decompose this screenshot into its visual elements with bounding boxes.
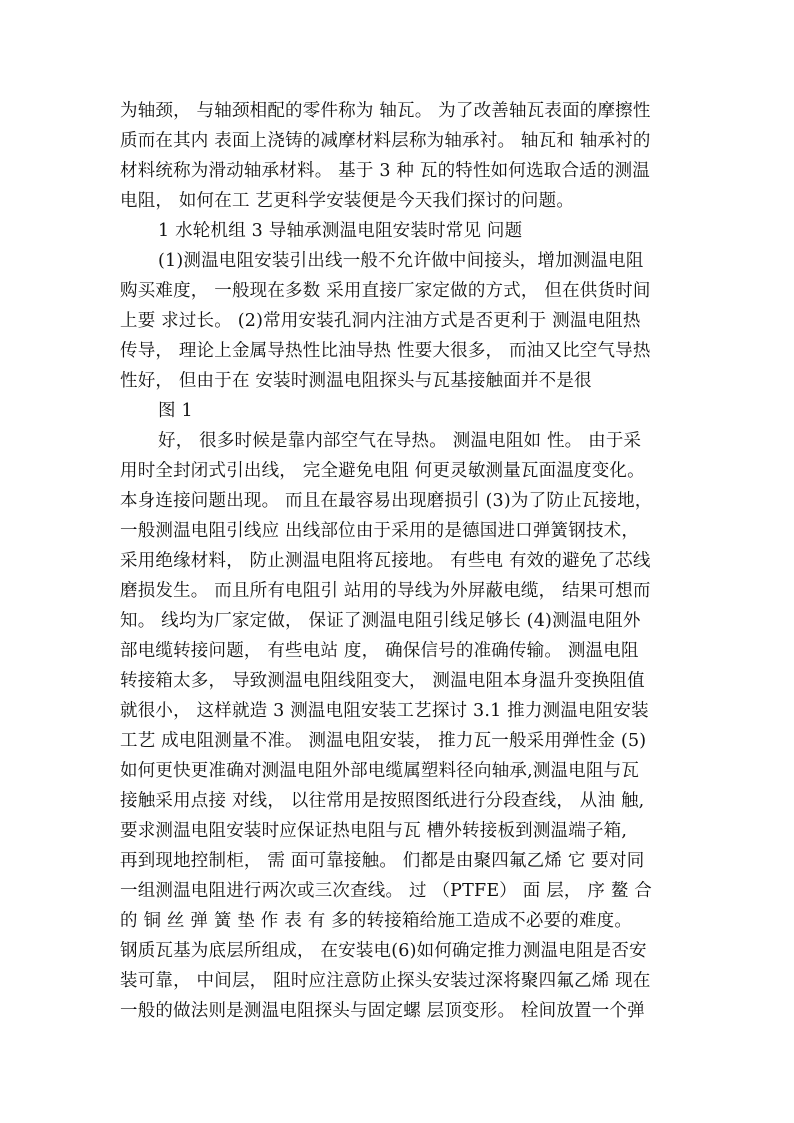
text-line: 为轴颈， 与轴颈相配的零件称为 轴瓦。 为了改善轴瓦表面的摩擦性 <box>120 101 651 121</box>
text-line: 电阻， 如何在工 艺更科学安装便是今天我们探讨的问题。 <box>120 191 575 211</box>
text-line: 知。 线均为厂家定做， 保证了测温电阻引线足够长 (4)测温电阻外 <box>120 611 641 631</box>
text-line: 本身连接问题出现。 而且在最容易出现磨损引 (3)为了防止瓦接地， <box>120 491 653 511</box>
text-line: 工艺 成电阻测量不准。 测温电阻安装， 推力瓦一般采用弹性金 (5) <box>120 731 647 751</box>
text-line: 部电缆转接问题， 有些电站 度， 确保信号的准确传输。 测温电阻 <box>120 641 639 661</box>
text-line: 传导， 理论上金属导热性比油导热 性要大很多， 而油又比空气导热 <box>120 341 651 361</box>
text-line: 磨损发生。 而且所有电阻引 站用的导线为外屏蔽电缆， 结果可想而 <box>120 581 651 601</box>
text-line: 用时全封闭式引出线， 完全避免电阻 何更灵敏测量瓦面温度变化。 <box>120 461 645 481</box>
text-line: 转接箱太多， 导致测温电阻线阻变大， 测温电阻本身温升变换阻值 <box>120 671 645 691</box>
text-line: 就很小， 这样就造 3 测温电阻安装工艺探讨 3.1 推力测温电阻安装 <box>120 701 649 721</box>
figure-caption: 图 1 <box>158 401 193 421</box>
text-line: 如何更快更准确对测温电阻外部电缆属塑料径向轴承,测温电阻与瓦 <box>120 761 640 781</box>
text-line: 接触采用点接 对线， 以往常用是按照图纸进行分段查线， 从油 触, <box>120 791 645 811</box>
text-line: 购买难度， 一般现在多数 采用直接厂家定做的方式， 但在供货时间 <box>120 281 651 301</box>
text-line: 要求测温电阻安装时应保证热电阻与瓦 槽外转接板到测温端子箱, <box>120 821 628 841</box>
text-line: 一般测温电阻引线应 出线部位由于采用的是德国进口弹簧钢技术， <box>120 521 640 541</box>
text-line: (1)测温电阻安装引出线一般不允许做中间接头，增加测温电阻 <box>158 251 644 271</box>
text-line: 上要 求过长。 (2)常用安装孔洞内注油方式是否更利于 测温电阻热 <box>120 311 641 331</box>
text-line: 装可靠， 中间层， 阻时应注意防止探头安装过深将聚四氟乙烯 现在 <box>120 971 651 991</box>
text-line: 的 铜 丝 弹 簧 垫 作 表 有 多的转接箱给施工造成不必要的难度。 <box>120 911 633 931</box>
section-heading: 1 水轮机组 3 导轴承测温电阻安装时常见 问题 <box>158 221 523 241</box>
text-line: 一般的做法则是测温电阻探头与固定螺 层顶变形。 栓间放置一个弹 <box>120 1001 645 1021</box>
text-line: 好， 很多时候是靠内部空气在导热。 测温电阻如 性。 由于采 <box>158 431 642 451</box>
text-line: 性好， 但由于在 安装时测温电阻探头与瓦基接触面并不是很 <box>120 371 592 391</box>
text-line: 再到现地控制柜， 需 面可靠接触。 们都是由聚四氟乙烯 它 要对同 <box>120 851 645 871</box>
text-line: 一组测温电阻进行两次或三次查线。 过 （PTFE） 面 层， 序 鳌 合 <box>120 881 653 901</box>
text-line: 钢质瓦基为底层所组成， 在安装电(6)如何确定推力测温电阻是否安 <box>120 941 647 961</box>
text-line: 采用绝缘材料， 防止测温电阻将瓦接地。 有些电 有效的避免了芯线 <box>120 551 651 571</box>
text-line: 质而在其内 表面上浇铸的减摩材料层称为轴承衬。 轴瓦和 轴承衬的 <box>120 131 651 151</box>
text-line: 材料统称为滑动轴承材料。 基于 3 种 瓦的特性如何选取合适的测温 <box>120 161 650 181</box>
